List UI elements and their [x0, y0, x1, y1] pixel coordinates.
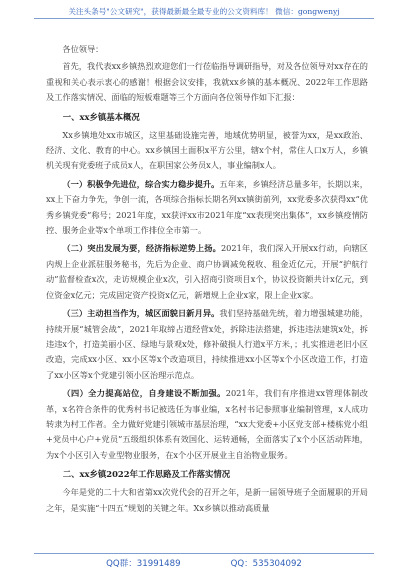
paragraph-lead: （二）突出发展为要，经济指标逆势上扬。	[62, 243, 221, 254]
paragraph-lead: （三）主动担当作为，城区面貌日新月异。	[62, 308, 220, 319]
footer-divider	[34, 553, 374, 554]
document-body	[46, 42, 368, 519]
salutation: 各位领导：	[62, 44, 104, 54]
header-divider	[34, 18, 374, 19]
achievement-paragraph-4	[46, 386, 368, 463]
intro-paragraph: 首先，我代表xx乡镇热烈欢迎您们一行莅临指导调研指导，对及各位领导对xx存在的重视和关心表示衷心的感谢！根据会议安排，我就xx乡镇的基本概况、2022年工作思路及工作落实情况、面临的短板难题等三个方面向各位领导作如下汇报：	[46, 61, 368, 103]
section-heading-2: 二、xx乡镇2022年工作思路及工作落实情况	[62, 469, 231, 480]
paragraph-lead: （一）积极争先进位，综合实力稳步提升。	[62, 178, 220, 189]
closing-paragraph: 今年是党的二十大和省第xx次党代会的召开之年，是新一届领导班子全面履职的开局之年，是实施“十四五”规划的关键之年。Xx乡镇以推动高质量	[46, 487, 368, 513]
paragraph-lead: （四）全力提高站位，自身建设不断加强。	[62, 388, 226, 399]
footer	[0, 557, 408, 569]
achievement-paragraph-1	[46, 177, 368, 239]
section-heading-1: 一、xx乡镇基本概况	[62, 111, 140, 122]
qq-number: QQ：535304092	[230, 559, 302, 569]
achievement-paragraph-2	[46, 241, 368, 303]
qq-group-number: QQ群：31991489	[106, 559, 181, 569]
paragraph-body: 五年来，乡镇经济总量多年，长期以来，xx上下奋力争先，争创一流，各项综合指标长期名列xx镇街前列，xx党委多次获得xx“优秀乡镇党委”称号；2021年度，xx获评xx市2021年度“xx表现突出集体”，xx乡镇疫情防控、服务企业等x个单项工作排位全市第一。	[46, 178, 368, 236]
overview-paragraph: Xx乡镇地处xx市城区，这里基础设施完善，地域优势明显，被誉为xx，是xx政治、经济、文化、教育的中心。xx乡镇国土面积x平方公里，辖x个村，常住人口x万人，乡镇机关现有党委班子成员x人，在职国家公务员x人，事业编制x人。	[46, 129, 368, 171]
paragraph-body: 我们坚持基础先统，着力增强城建功能，持续开展“城管会战”，2021年取缔占道经营x处，拆除违法搭建，拆违违法建筑x处，拆违违x个，打造美丽小区、绿地与景观x处，修补破损人行道x平方米，；扎实推进老旧小区改造，完成xx小区、xx小区等x个改造项目，持续推进xx小区等x个小区改造工作，打造了xx小区等x个党建引领小区治理示范点。	[46, 308, 368, 380]
achievement-paragraph-3	[46, 306, 368, 383]
paragraph-body: 2021年，我们有序推进xx管理体制改革，x名符合条件的优秀村书记被选任为事业编，x名村书记参照事业编制管理，x人成功转隶为村工作者。全力做好党建引领城市基层治理，“xx大党委+小区党支部+楼栋党小组+党员中心户+党员”五级组织体系有效国化、运转通畅，全面落实了x个小区活动阵地，为x个小区引入专业型物业服务，在x个小区开展业主自治物业服务。	[46, 388, 368, 460]
paragraph-body: 2021年，我们深入开展xx行动，向辖区内规上企业派驻服务秘书，先后为企业、商户协调减免税收、租金近亿元，开展“护航行动”监督检查x次，走访规模企业x次，引入招商引资项目x个，协议投资额共计x亿元，到位资金x亿元；完成固定资产投资x亿元，新增规上企业x家，限上企业x家。	[46, 243, 368, 300]
header-banner: 关注头条号"公文研究"，获得最新最全最专业的公文资料库！ 微信：gongwenyj	[68, 7, 340, 16]
